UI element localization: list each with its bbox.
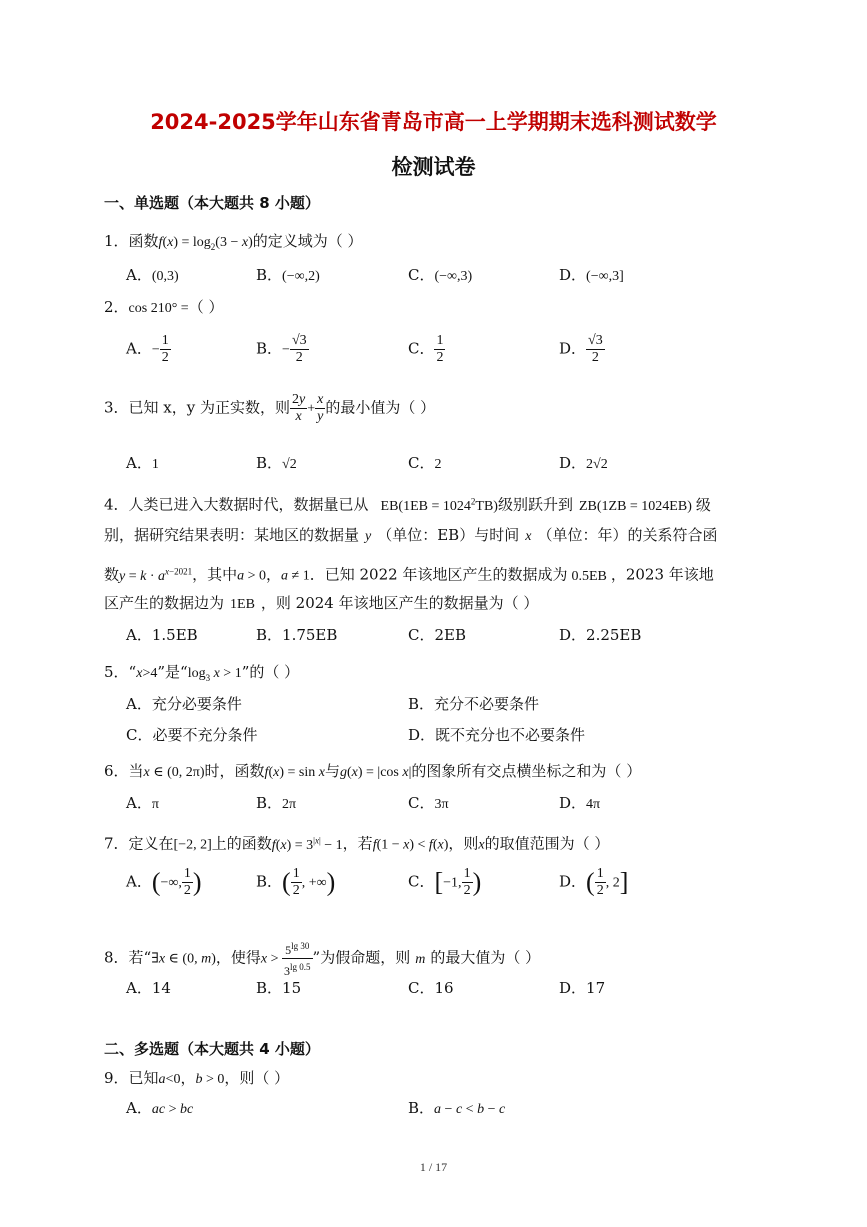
q2-option-b[interactable]: B．− $\frac{√3}{2}$: [256, 333, 307, 365]
q8-option-d[interactable]: D．17: [559, 979, 606, 997]
question-4-line1: 4．人类已进入大数据时代，数据量已从 $EB(1EB = 1024^2TB)$级别跃升到 ZB(1ZB = 1024EB) 级: [104, 495, 711, 514]
q1-option-c[interactable]: C．(−∞,3): [408, 266, 473, 284]
section-single-choice: 一、单选题（本大题共 8 小题）: [104, 194, 320, 212]
q2-option-c[interactable]: C． $\frac{1}{2}$: [408, 333, 444, 365]
q1-option-a[interactable]: A．(0,3): [126, 266, 179, 284]
q7-option-b[interactable]: B．( $\frac{1}{2}$ , +∞): [256, 866, 336, 898]
q5-option-a[interactable]: A．充分必要条件: [126, 695, 242, 713]
q2-option-d[interactable]: D． $\frac{√3}{2}$: [559, 333, 603, 365]
question-4-line2: 别，据研究结果表明：某地区的数据量 y （单位：EB）与时间 x （单位：年）的关系符合函: [104, 526, 718, 544]
section-multi-choice: 二、多选题（本大题共 4 小题）: [104, 1040, 320, 1058]
q1-option-b[interactable]: B．(−∞,2): [256, 266, 320, 284]
q1-formula: $f(x) = \log_2(3 - x)$: [158, 235, 253, 252]
title-line1: 2024-2025学年山东省青岛市高一上学期期末选科测试数学: [150, 110, 717, 134]
q3-option-d[interactable]: D．2√2: [559, 454, 608, 472]
question-7: 7．定义在[−2, 2]上的函数$f(x) = 3^{|x|} - 1$，若f(1 − x) < f(x)，则x的取值范围为（ ）: [104, 834, 610, 853]
q5-option-b[interactable]: B．充分不必要条件: [408, 695, 540, 713]
q3-formula: $\frac{2y}{x}$: [292, 392, 306, 424]
q1-suffix: 的定义域为（ ）: [252, 232, 363, 250]
question-3: 3．已知 x，y 为正实数，则 $\frac{2y}{x}$ + $\frac{x}{y}$ 的最小值为（ ）: [104, 392, 436, 424]
title-line2: 检测试卷: [391, 155, 476, 179]
q4-option-c[interactable]: C．2EB: [408, 626, 466, 644]
q6-option-b[interactable]: B．2π: [256, 794, 297, 812]
q5-option-c[interactable]: C．必要不充分条件: [126, 726, 258, 744]
question-8: 8．若“∃x ∈ (0, m)，使得x > $\frac{5^{lg 30}}{3^{lg 0.5}}$ ”为假命题，则 m 的最大值为（ ）: [104, 938, 540, 979]
q2-formula: cos 210° =: [128, 301, 189, 316]
q6-option-c[interactable]: C．3π: [408, 794, 449, 812]
q4-option-d[interactable]: D．2.25EB: [559, 626, 642, 644]
q4-option-b[interactable]: B．1.75EB: [256, 626, 338, 644]
question-9: 9．已知a<0，b > 0，则（ ）: [104, 1069, 290, 1087]
q7-option-d[interactable]: D．( $\frac{1}{2}$ , 2]: [559, 866, 629, 898]
q3-option-a[interactable]: A．1: [126, 454, 159, 472]
q6-option-a[interactable]: A．π: [126, 794, 159, 812]
q3-option-c[interactable]: C．2: [408, 454, 442, 472]
q9-option-a[interactable]: A．ac > bc: [126, 1099, 194, 1117]
q8-option-c[interactable]: C．16: [408, 979, 454, 997]
q7-option-c[interactable]: C．[−1, $\frac{1}{2}$ ): [408, 866, 482, 898]
q5-option-d[interactable]: D．既不充分也不必要条件: [408, 726, 586, 744]
page-number: 1 / 17: [419, 1160, 448, 1174]
question-1: [104, 230, 363, 258]
q7-option-a[interactable]: A．(−∞, $\frac{1}{2}$ ): [126, 866, 202, 898]
question-2: 2．cos 210° =（ ）: [104, 298, 224, 316]
question-4-line3: 数$y = k \cdot a^{x-2021}$，其中a > 0，a ≠ 1．已知 2022 年该地区产生的数据成为 0.5EB ，2023 年该地: [104, 565, 714, 584]
q9-option-b[interactable]: B．a − c < b − c: [408, 1099, 506, 1117]
question-5: 5．“x>4”是“$\log_3$ x > 1”的（ ）: [104, 663, 300, 683]
q8-option-a[interactable]: A．14: [126, 979, 171, 997]
q6-option-d[interactable]: D．4π: [559, 794, 601, 812]
q1-prefix: 1．函数: [104, 232, 159, 250]
q2-option-a[interactable]: A．− $\frac{1}{2}$: [126, 333, 169, 365]
question-6: 6．当x ∈ (0, 2π)时，函数f(x) = sin x与g(x) = |cos x|的图象所有交点横坐标之和为（ ）: [104, 762, 642, 780]
q4-option-a[interactable]: A．1.5EB: [126, 626, 198, 644]
question-4-line4: 区产生的数据边为 1EB ，则 2024 年该地区产生的数据量为（ ）: [104, 594, 539, 612]
q8-option-b[interactable]: B．15: [256, 979, 302, 997]
q1-option-d[interactable]: D．(−∞,3]: [559, 266, 624, 284]
q3-option-b[interactable]: B．√2: [256, 454, 297, 472]
